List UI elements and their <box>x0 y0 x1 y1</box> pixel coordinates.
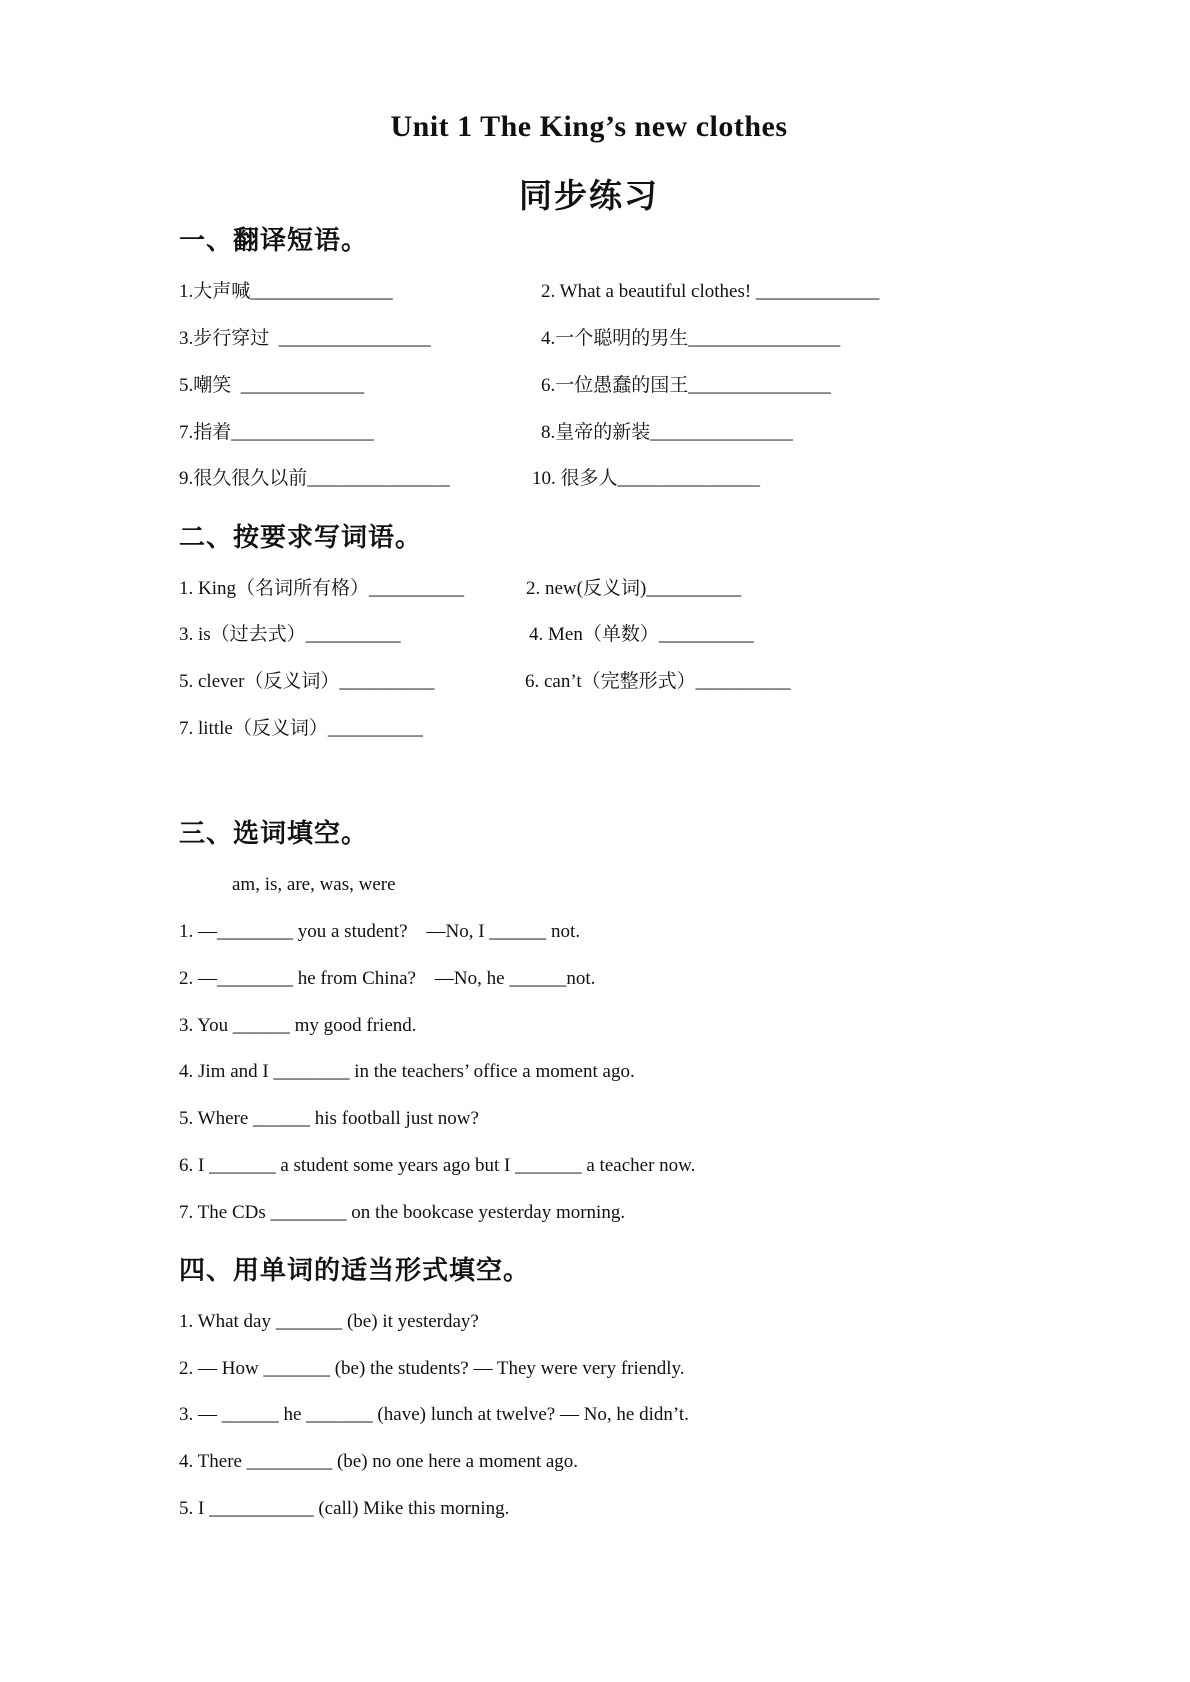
section4-item: 1. What day _______ (be) it yesterday? <box>179 1311 479 1332</box>
section3-item: 2. —________ he from China? —No, he ______not. <box>179 968 596 989</box>
page-title: Unit 1 The King’s new clothes <box>390 110 788 143</box>
section1-item: 8.皇帝的新装_______________ <box>541 422 793 443</box>
section2-item: 3. is（过去式）__________ <box>179 624 401 645</box>
section2-item: 1. King（名词所有格）__________ <box>179 578 465 599</box>
section2-heading: 二、按要求写词语。 <box>179 523 423 553</box>
section2-item: 2. new(反义词)__________ <box>526 578 742 599</box>
section3-item: 3. You ______ my good friend. <box>179 1015 417 1036</box>
section3-heading: 三、选词填空。 <box>179 819 369 849</box>
section4-item: 4. There _________ (be) no one here a moment ago. <box>179 1451 579 1472</box>
section4-heading: 四、用单词的适当形式填空。 <box>179 1256 531 1286</box>
page-subtitle: 同步练习 <box>519 176 659 215</box>
section3-item: 7. The CDs ________ on the bookcase yesterday morning. <box>179 1202 626 1223</box>
section1-item: 6.一位愚蠢的国王_______________ <box>541 375 831 396</box>
section2-item: 6. can’t（完整形式）__________ <box>525 671 791 692</box>
section2-item: 7. little（反义词）__________ <box>179 718 423 739</box>
section1-item: 5.嘲笑 _____________ <box>179 375 365 396</box>
section1-item: 2. What a beautiful clothes! _____________ <box>541 281 880 302</box>
section3-item: 4. Jim and I ________ in the teachers’ office a moment ago. <box>179 1061 635 1082</box>
section1-item: 7.指着_______________ <box>179 422 374 443</box>
section1-item: 1.大声喊_______________ <box>179 281 393 302</box>
section1-item: 9.很久很久以前_______________ <box>179 468 450 489</box>
word-bank: am, is, are, was, were <box>232 874 396 895</box>
section1-item: 3.步行穿过 ________________ <box>179 328 431 349</box>
section1-heading: 一、翻译短语。 <box>179 226 369 256</box>
section4-item: 3. — ______ he _______ (have) lunch at twelve? — No, he didn’t. <box>179 1404 689 1425</box>
section2-item: 4. Men（单数）__________ <box>529 624 754 645</box>
section3-item: 5. Where ______ his football just now? <box>179 1108 479 1129</box>
section4-item: 5. I ___________ (call) Mike this morning. <box>179 1498 510 1519</box>
section2-item: 5. clever（反义词）__________ <box>179 671 435 692</box>
section3-item: 1. —________ you a student? —No, I ______ not. <box>179 921 581 942</box>
section1-item: 10. 很多人_______________ <box>532 468 761 489</box>
section4-item: 2. — How _______ (be) the students? — They were very friendly. <box>179 1358 685 1379</box>
section1-item: 4.一个聪明的男生________________ <box>541 328 841 349</box>
section3-item: 6. I _______ a student some years ago but I _______ a teacher now. <box>179 1155 696 1176</box>
